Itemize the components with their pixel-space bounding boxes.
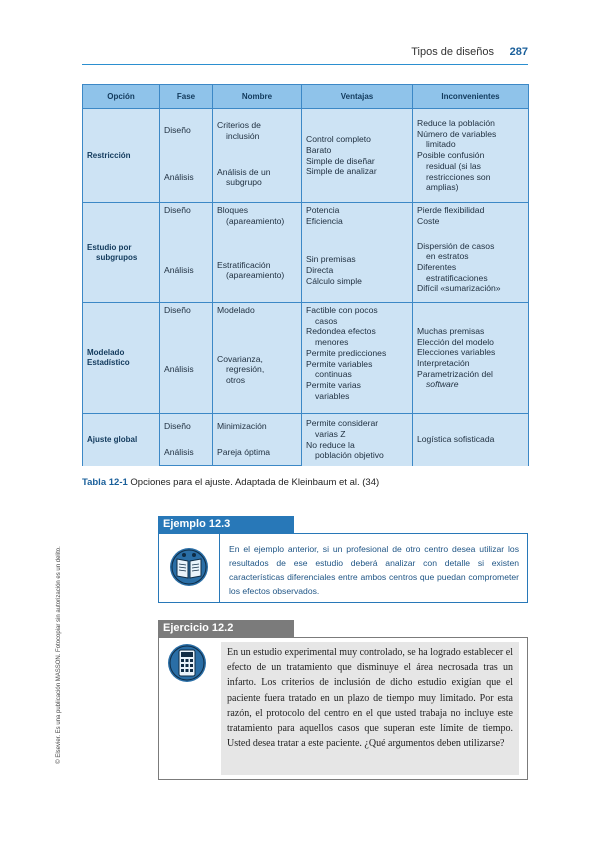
exercise-box (158, 637, 528, 780)
fase-cell: Diseño (160, 203, 213, 239)
table-row (83, 203, 529, 239)
col-header-inconvenientes: Inconvenientes (413, 85, 529, 109)
calculator-icon (167, 643, 207, 683)
option-ajuste-global: Ajuste global (83, 414, 160, 466)
table-row (83, 109, 529, 153)
ventajas-cell: Control completo Barato Simple de diseñar Simple de analizar (302, 109, 413, 203)
option-estudio-subgrupos: Estudio por subgrupos (83, 203, 160, 303)
inconvenientes-cell: Pierde flexibilidad Coste (413, 203, 529, 239)
option-modelado-estadistico: Modelado Estadístico (83, 303, 160, 414)
option-restriccion: Restricción (83, 109, 160, 203)
header-rule (82, 64, 528, 65)
table-header-row (83, 85, 529, 109)
copyright-side-note (52, 505, 66, 805)
nombre-cell: Bloques (apareamiento) (213, 203, 302, 239)
ventajas-cell: Potencia Eficiencia (302, 203, 413, 239)
nombre-cell: Criterios de inclusión (213, 109, 302, 153)
example-icon-area (159, 534, 220, 602)
nombre-cell: Covarianza, regresión, otros (213, 327, 302, 414)
fase-cell: Diseño (160, 303, 213, 327)
ventajas-cell: Factible con pocos casos Redondea efectos menores Permite predicciones Permite variables continuas Permite varias variables (302, 303, 413, 414)
fase-cell: Análisis (160, 440, 213, 466)
example-box (158, 533, 528, 603)
nombre-cell: Análisis de un subgrupo (213, 153, 302, 203)
fase-cell: Análisis (160, 327, 213, 414)
col-header-fase: Fase (160, 85, 213, 109)
fase-cell: Análisis (160, 153, 213, 203)
exercise-title: Ejercicio 12.2 (158, 620, 294, 637)
col-header-opcion: Opción (83, 85, 160, 109)
nombre-cell: Estratificación (apareamiento) (213, 239, 302, 303)
table-caption-text: Opciones para el ajuste. Adaptada de Kleinbaum et al. (34) (127, 477, 380, 488)
exercise-text: En un estudio experimental muy controlado, se ha logrado establecer el efecto de un tratamiento que disminuye el área necrosada tras un infarto. Los criterios de inclusión de dicho estudio exigían que el paciente fuera tratado en un plazo de tiempo muy limitado. Por esta razón, el protocolo del centro en el que usted trabaja no incluye este tratamiento para aquellos casos que superan este límite de tiempo. Usted desea tratar a este paciente. ¿Qué argumentos deben utilizarse? (221, 642, 519, 775)
exercise-icon-area (159, 638, 219, 779)
fase-cell: Diseño (160, 109, 213, 153)
example-text: En el ejemplo anterior, si un profesional de otro centro desea utilizar los resultados de ese estudio deberá analizar con detalle si existen características diferenciales entre ambos centros que puedan comprometer los efectos observados. (229, 544, 519, 596)
running-header-title: Tipos de diseños (411, 46, 494, 58)
inconvenientes-cell: Muchas premisas Elección del modelo Elecciones variables Interpretación Parametrización del software (413, 303, 529, 414)
ventajas-cell: Sin premisas Directa Cálculo simple (302, 239, 413, 303)
nombre-cell: Modelado (213, 303, 302, 327)
fase-cell: Diseño (160, 414, 213, 440)
nombre-cell: Minimización (213, 414, 302, 440)
copyright-text: © Elsevier. Es una publicación MASSON. Fotocopiar sin autorización es un delito. (56, 546, 62, 764)
table-row (83, 303, 529, 327)
example-title: Ejemplo 12.3 (158, 516, 294, 533)
inconvenientes-cell: Logística sofisticada (413, 414, 529, 466)
inconvenientes-cell: Reduce la población Número de variables limitado Posible confusión residual (si las restricciones son amplias) (413, 109, 529, 203)
table-row (83, 414, 529, 440)
running-header (82, 46, 528, 62)
page-number: 287 (509, 46, 528, 58)
inconvenientes-cell: Dispersión de casos en estratos Diferentes estratificaciones Difícil «sumarización» (413, 239, 529, 303)
nombre-cell: Pareja óptima (213, 440, 302, 466)
table-caption-label: Tabla 12-1 (82, 477, 128, 488)
options-table (82, 84, 529, 466)
table-caption (82, 477, 379, 488)
col-header-nombre: Nombre (213, 85, 302, 109)
col-header-ventajas: Ventajas (302, 85, 413, 109)
book-reader-icon (169, 547, 209, 587)
ventajas-cell: Permite considerar varias Z No reduce la población objetivo (302, 414, 413, 466)
fase-cell: Análisis (160, 239, 213, 303)
